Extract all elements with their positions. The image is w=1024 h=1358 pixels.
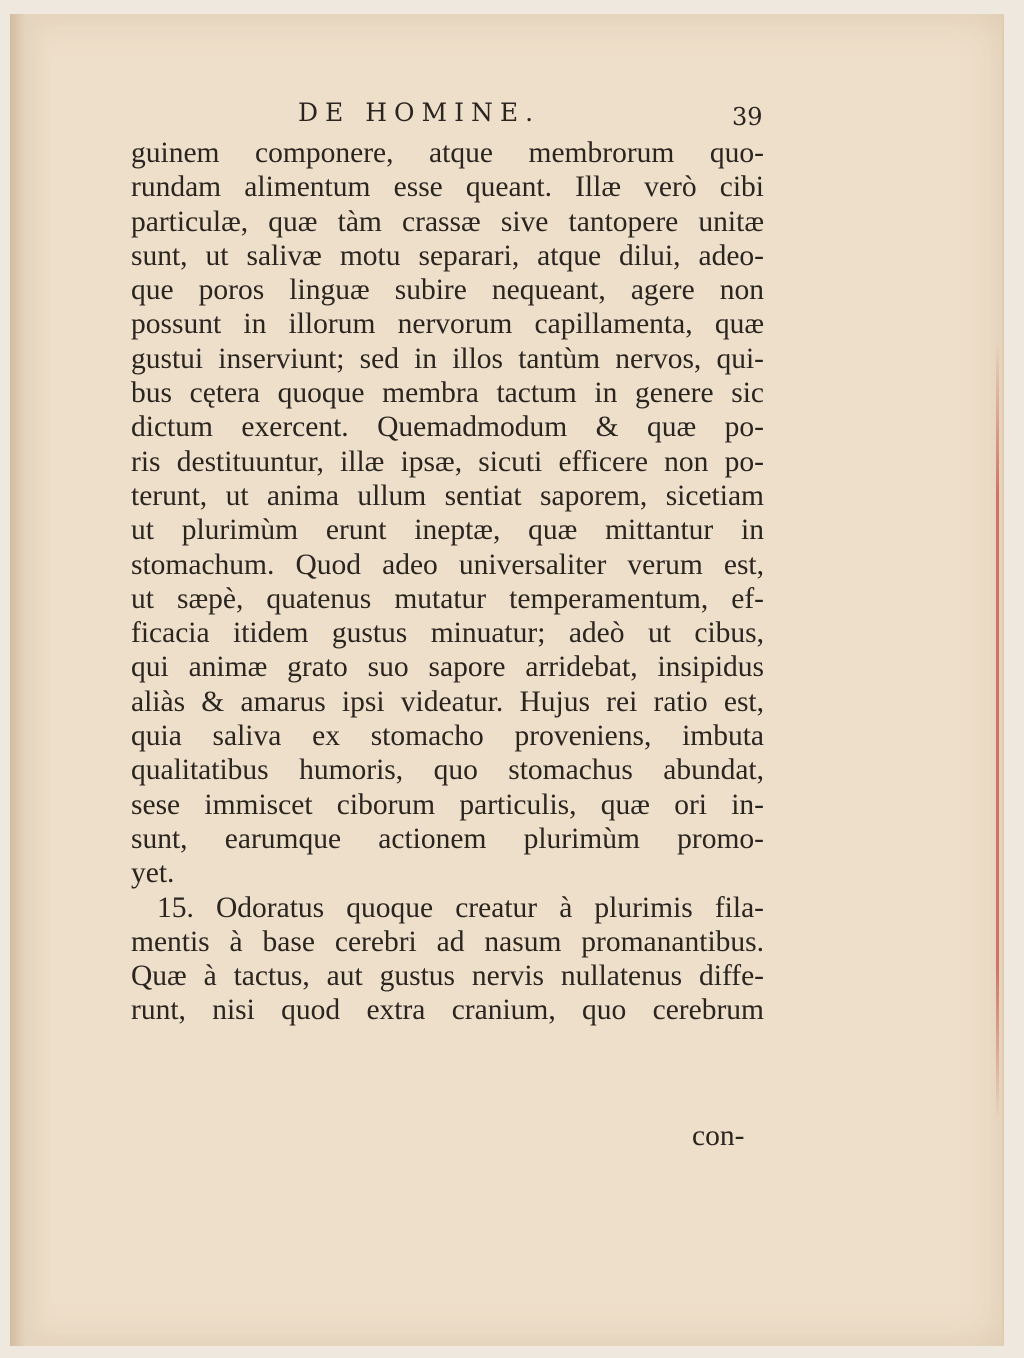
body-text (131, 136, 764, 1028)
text-line: quia saliva ex stomacho proveniens, imbuta (131, 720, 764, 753)
page-number: 39 (732, 103, 763, 131)
text-line: ut sæpè, quatenus mutatur temperamentum, ef- (131, 582, 764, 615)
text-line: ris destituuntur, illæ ipsæ, sicuti efficere non po- (131, 445, 764, 478)
running-head: DE HOMINE. (298, 98, 541, 127)
text-line: mentis à base cerebri ad nasum promanantibus. (131, 925, 764, 958)
text-line: 15. Odoratus quoque creatur à plurimis fila- (157, 891, 764, 924)
text-line: aliàs & amarus ipsi videatur. Hujus rei ratio est, (131, 685, 764, 718)
text-line: dictum exercent. Quemadmodum & quæ po- (131, 411, 764, 444)
text-line: sunt, ut salivæ motu separari, atque dilui, adeo- (131, 239, 764, 272)
text-line: guinem componere, atque membrorum quo- (131, 137, 764, 169)
text-line: runt, nisi quod extra cranium, quo cerebrum (131, 994, 764, 1027)
red-page-edge (996, 340, 999, 1120)
text-line: possunt in illorum nervorum capillamenta, quæ (131, 308, 764, 341)
text-line: stomachum. Quod adeo universaliter verum est, (131, 548, 764, 581)
text-line: sunt, earumque actionem plurimùm promo- (131, 822, 764, 855)
text-line: ficacia itidem gustus minuatur; adeò ut cibus, (131, 617, 764, 650)
text-line: ut plurimùm erunt ineptæ, quæ mittantur in (131, 514, 764, 547)
text-line: rundam alimentum esse queant. Illæ verò cibi (131, 171, 764, 204)
text-line: qualitatibus humoris, quo stomachus abundat, (131, 754, 764, 787)
binding-gutter (10, 14, 50, 1346)
text-line: bus cętera quoque membra tactum in genere sic (131, 377, 764, 410)
text-line: Quæ à tactus, aut gustus nervis nullatenus diffe- (131, 960, 764, 993)
text-line: que poros linguæ subire nequeant, agere non (131, 274, 764, 307)
text-line: particulæ, quæ tàm crassæ sive tantopere unitæ (131, 205, 764, 238)
catchword: con- (692, 1120, 745, 1152)
text-line: yet. (131, 857, 175, 890)
text-line: terunt, ut anima ullum sentiat saporem, sicetiam (131, 479, 764, 512)
text-line: sese immiscet ciborum particulis, quæ ori in- (131, 788, 764, 821)
text-line: gustui inserviunt; sed in illos tantùm nervos, qui- (131, 342, 764, 375)
text-line: qui animæ grato suo sapore arridebat, insipidus (131, 651, 764, 684)
